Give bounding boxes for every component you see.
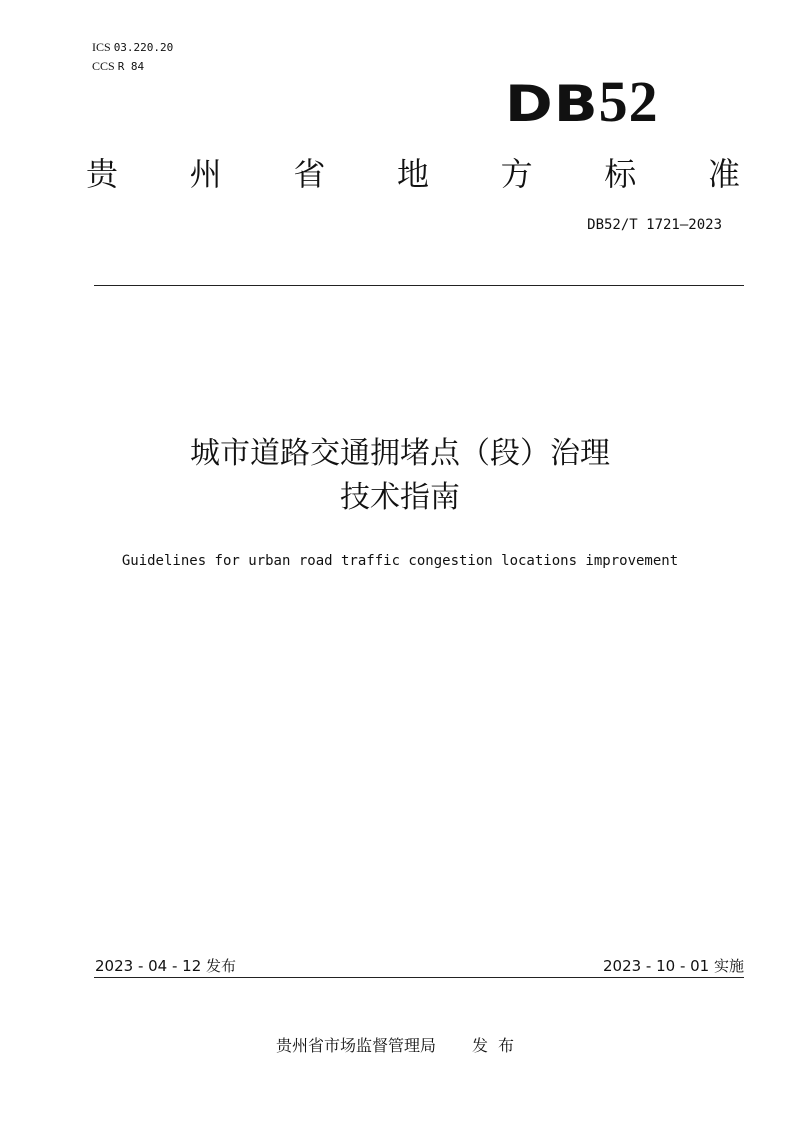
- publisher-name: 贵州省市场监督管理局: [275, 1036, 436, 1055]
- heading-char: 省: [293, 155, 326, 193]
- bottom-divider: [94, 977, 744, 978]
- ics-label: ICS: [92, 40, 111, 54]
- title-line-1: 城市道路交通拥堵点（段）治理: [190, 436, 610, 471]
- implementation-date: 2023 - 10 - 01 实施: [602, 957, 744, 975]
- heading-char: 标: [604, 155, 637, 193]
- issue-date: 2023 - 04 - 12 发布: [95, 957, 237, 975]
- ics-line: [92, 38, 173, 57]
- ics-code: 03.220.20: [113, 41, 174, 54]
- heading-char: 州: [189, 155, 222, 193]
- logo-prefix: DB: [505, 75, 599, 133]
- standard-type-heading: [86, 152, 740, 196]
- publisher-action: 发布: [472, 1036, 525, 1055]
- logo-number: 52: [598, 69, 659, 134]
- standard-number: DB52/T 1721—2023: [587, 217, 722, 233]
- publisher-line: [0, 1033, 800, 1056]
- classification-codes: [92, 38, 173, 76]
- document-title: [0, 432, 800, 520]
- heading-char: 地: [396, 155, 429, 193]
- ccs-code: R 84: [117, 60, 145, 73]
- heading-char: 方: [500, 155, 533, 193]
- title-line-2: 技术指南: [340, 480, 460, 515]
- ccs-line: [92, 57, 173, 76]
- heading-char: 贵: [86, 155, 119, 193]
- ccs-label: CCS: [92, 59, 115, 73]
- english-title: Guidelines for urban road traffic congestion locations improvement: [121, 553, 679, 569]
- db52-logo: [505, 69, 659, 134]
- heading-char: 准: [707, 155, 740, 193]
- top-divider: [94, 285, 744, 286]
